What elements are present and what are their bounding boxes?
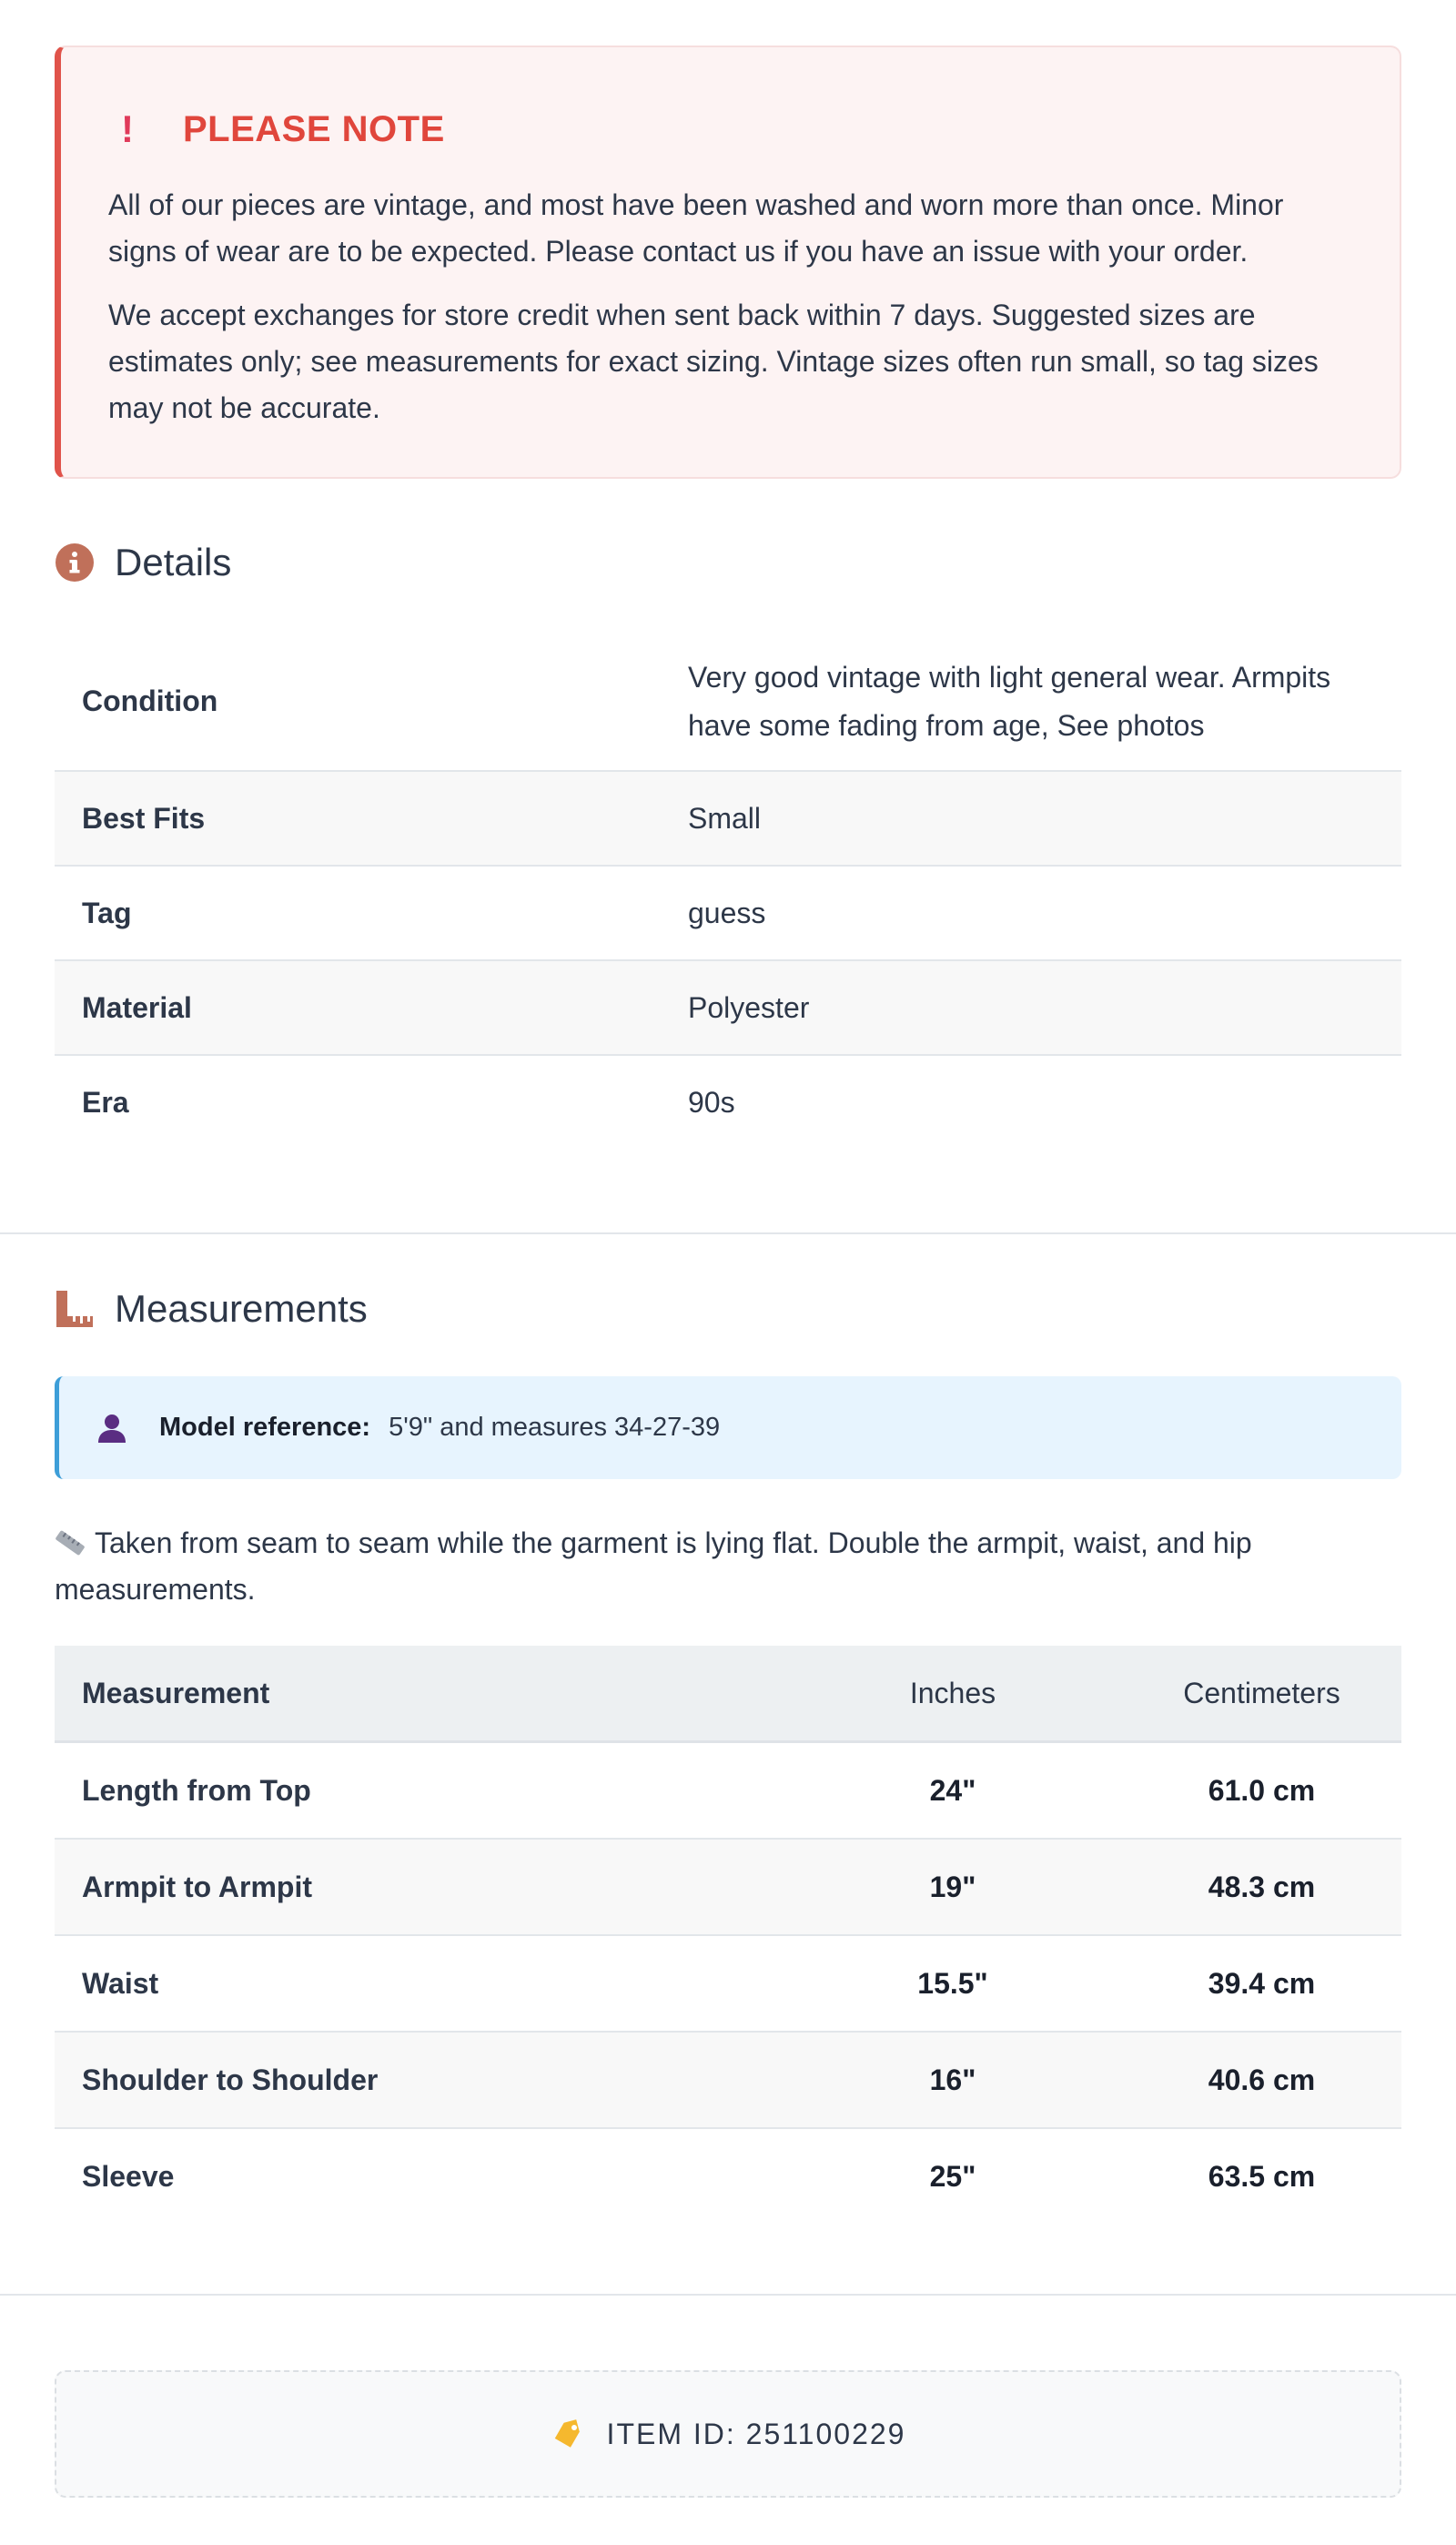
detail-value: guess xyxy=(661,866,1401,960)
detail-label: Tag xyxy=(55,866,661,960)
table-row xyxy=(55,1055,1401,1150)
column-header: Inches xyxy=(784,1646,1122,1742)
table-row xyxy=(55,2128,1401,2224)
detail-value: Small xyxy=(661,771,1401,866)
exclamation-icon: ! xyxy=(121,107,134,150)
detail-value: Very good vintage with light general wear. Armpits have some fading from age, See photos xyxy=(661,633,1401,771)
table-row xyxy=(55,771,1401,866)
measurement-cm: 48.3 cm xyxy=(1122,1839,1401,1935)
notice-header xyxy=(108,102,1352,157)
detail-value: 90s xyxy=(688,1086,735,1119)
measurement-cm: 39.4 cm xyxy=(1122,1935,1401,2032)
item-id-label: ITEM ID: 251100229 xyxy=(606,2417,906,2450)
model-reference-label: Model reference: xyxy=(159,1413,371,1442)
notice-paragraph: All of our pieces are vintage, and most have been washed and worn more than once. Minor signs of wear are to be expected. Please contact us if you have an issue with your order. xyxy=(108,188,1284,268)
table-row xyxy=(55,1839,1401,1935)
detail-label: Best Fits xyxy=(55,771,661,866)
measurements-header xyxy=(55,1287,368,1331)
measurement-name: Length from Top xyxy=(55,1742,784,1840)
measurement-cm: 63.5 cm xyxy=(1208,2159,1316,2193)
ruler-icon xyxy=(55,1289,95,1329)
table-row xyxy=(55,866,1401,960)
table-row xyxy=(55,1742,1401,1840)
column-header: Centimeters xyxy=(1122,1646,1401,1742)
details-header xyxy=(55,541,231,584)
measurement-note xyxy=(55,1520,1401,1613)
measurements-title: Measurements xyxy=(115,1287,368,1330)
divider xyxy=(0,1232,1456,1234)
table-row xyxy=(55,2032,1401,2128)
measurement-inches: 15.5" xyxy=(784,1935,1122,2032)
measurement-note-text: Taken from seam to seam while the garment is lying flat. Double the armpit, waist, and hip measurements. xyxy=(55,1526,1252,1606)
table-row xyxy=(55,960,1401,1055)
divider xyxy=(0,2294,1456,2296)
measurement-inches: 16" xyxy=(784,2032,1122,2128)
measurement-inches: 25" xyxy=(929,2159,976,2193)
detail-label: Condition xyxy=(55,633,661,771)
notice-paragraph: We accept exchanges for store credit when sent back within 7 days. Suggested sizes are estimates only; see measurements for exact sizing. Vintage sizes often run small, so tag sizes may not be accurate. xyxy=(108,299,1319,424)
detail-value: Polyester xyxy=(661,960,1401,1055)
measurement-cm: 40.6 cm xyxy=(1122,2032,1401,2128)
measurement-name: Armpit to Armpit xyxy=(55,1839,784,1935)
person-icon xyxy=(96,1412,128,1445)
measurements-table xyxy=(55,1646,1401,2224)
measurement-inches: 19" xyxy=(784,1839,1122,1935)
table-row xyxy=(55,1935,1401,2032)
info-circle-icon xyxy=(55,542,95,583)
model-reference-value: 5'9" and measures 34-27-39 xyxy=(389,1413,721,1442)
ruler-icon xyxy=(55,1529,86,1556)
table-row xyxy=(55,633,1401,771)
detail-label: Era xyxy=(82,1086,129,1119)
model-reference-box xyxy=(55,1376,1401,1479)
column-header: Measurement xyxy=(55,1646,784,1742)
notice-title: PLEASE NOTE xyxy=(183,108,445,149)
details-title: Details xyxy=(115,541,232,583)
table-header-row xyxy=(55,1646,1401,1742)
tag-icon xyxy=(551,2417,585,2451)
measurement-name: Shoulder to Shoulder xyxy=(55,2032,784,2128)
details-table xyxy=(55,633,1401,1150)
detail-label: Material xyxy=(55,960,661,1055)
notice-box xyxy=(55,46,1401,479)
measurement-name: Waist xyxy=(55,1935,784,2032)
item-id-box xyxy=(55,2370,1401,2498)
measurement-inches: 24" xyxy=(784,1742,1122,1840)
measurement-name: Sleeve xyxy=(82,2159,175,2193)
measurement-cm: 61.0 cm xyxy=(1122,1742,1401,1840)
